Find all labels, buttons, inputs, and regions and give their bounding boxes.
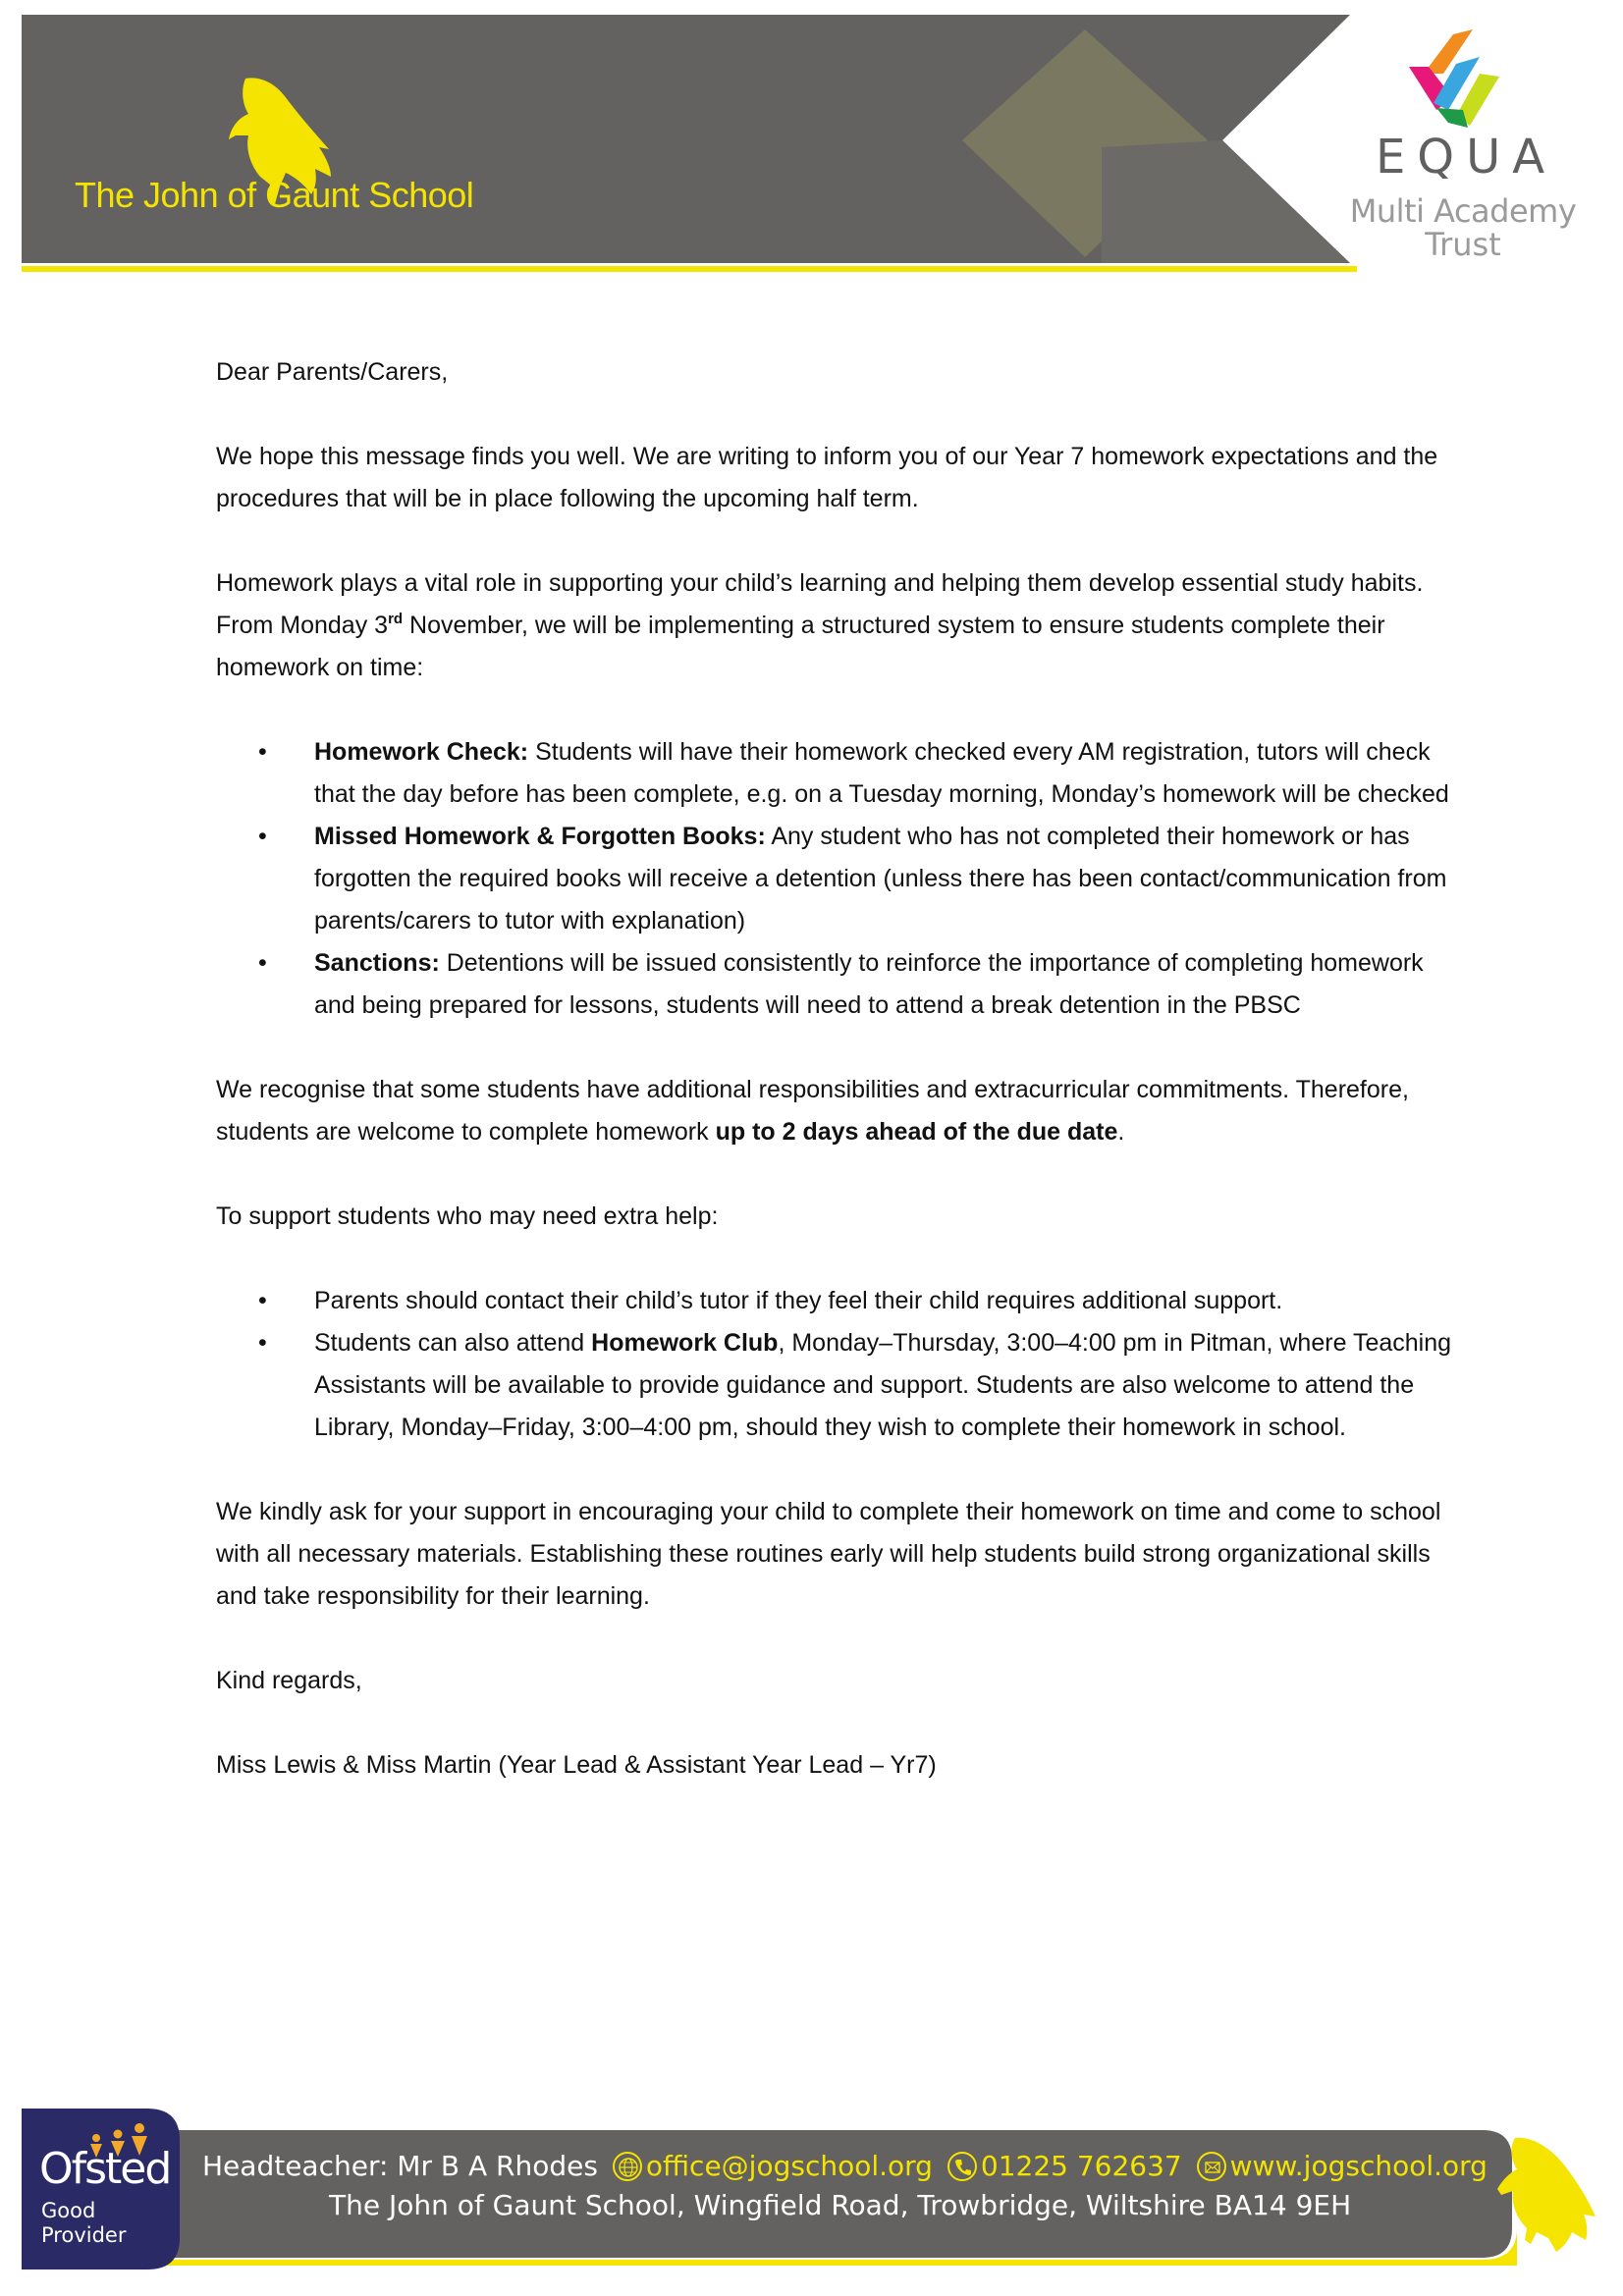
bullet-icon: •: [258, 949, 267, 977]
letterhead: [0, 0, 1623, 285]
date-ordinal: rd: [388, 611, 404, 627]
recognise-emphasis: up to 2 days ahead of the due date: [715, 1118, 1118, 1146]
ofsted-rating-line1: Good: [41, 2199, 96, 2222]
envelope-icon: [1197, 2152, 1226, 2181]
ofsted-label: Ofsted: [39, 2144, 171, 2194]
letter-body: [216, 351, 1453, 1829]
recognise-text: We recognise that some students have additional responsibilities and extracurricular commitments. Therefore, students are welcome to complete homework: [216, 1076, 1409, 1146]
website-link[interactable]: www.jogschool.org: [1229, 2150, 1488, 2182]
rule-title: Sanctions:: [314, 949, 440, 977]
email-link[interactable]: office@jogschool.org: [645, 2150, 933, 2182]
system-text-end: November, we will be implementing a structured system to ensure students complete their homework on time:: [216, 612, 1385, 681]
recognise-end: .: [1117, 1118, 1125, 1146]
phone-number[interactable]: 01225 762637: [980, 2150, 1182, 2182]
school-address: The John of Gaunt School, Wingfield Road, Trowbridge, Wiltshire BA14 9EH: [329, 2189, 1352, 2221]
globe-icon: [613, 2152, 642, 2181]
signoff: Kind regards,: [216, 1667, 362, 1694]
system-paragraph: [216, 562, 1453, 689]
bullet-icon: •: [258, 738, 267, 766]
signature: Miss Lewis & Miss Martin (Year Lead & Assistant Year Lead – Yr7): [216, 1751, 937, 1779]
support-list: [216, 1280, 1453, 1449]
footer-contact-line: [202, 2150, 1488, 2182]
ofsted-rating-line2: Provider: [41, 2223, 127, 2247]
headteacher: Headteacher: Mr B A Rhodes: [202, 2150, 598, 2182]
phone-icon: [947, 2152, 977, 2181]
rule-text: Any student who has not completed their homework or has forgotten the required books will receive a detention (unless there has been contact/communication from parents/carers to tutor with explanation): [314, 823, 1447, 934]
bullet-icon: •: [258, 823, 267, 850]
support-intro: To support students who may need extra help:: [216, 1202, 719, 1230]
rules-list: [216, 731, 1453, 1027]
rule-item-missed-homework: [258, 816, 1453, 942]
rule-item-homework-check: [258, 731, 1453, 816]
rule-item-sanctions: [258, 942, 1453, 1027]
rule-title: Missed Homework & Forgotten Books:: [314, 823, 766, 850]
trust-subtitle-line1: Multi Academy: [1349, 192, 1577, 230]
intro-paragraph: We hope this message finds you well. We are writing to inform you of our Year 7 homework expectations and the procedures that will be in place following the upcoming half term.: [216, 443, 1438, 512]
bullet-icon: •: [258, 1287, 267, 1314]
support-text-end: , Monday–Thursday, 3:00–4:00 pm in Pitman, where Teaching Assistants will be available to provide guidance and support. Students are also welcome to attend the Library, Monday–Friday, 3:00–4:00 pm, should they wish to complete their homework in school.: [314, 1329, 1452, 1441]
trust-name: EQUA: [1375, 130, 1557, 185]
rule-text: Detentions will be issued consistently to reinforce the importance of completing homework and being prepared for lessons, students will need to attend a break detention in the PBSC: [314, 949, 1424, 1019]
header-yellow-rule: [22, 266, 1357, 272]
homework-club-name: Homework Club: [591, 1329, 779, 1357]
school-name: The John of Gaunt School: [75, 175, 474, 215]
salutation: Dear Parents/Carers,: [216, 358, 449, 386]
support-text: Students can also attend: [314, 1329, 592, 1357]
system-text-start: Homework plays a vital role in supporting your child’s learning and helping them develop essential study habits. From Monday 3: [216, 569, 1424, 639]
support-item-homework-club: [258, 1322, 1453, 1449]
letter-footer: [0, 2101, 1623, 2296]
ofsted-rating: [41, 2199, 126, 2248]
equa-blocks-logo-icon: [1409, 29, 1499, 128]
rule-text: Students will have their homework checked every AM registration, tutors will check that the day before has been complete, e.g. on a Tuesday morning, Monday’s homework will be checked: [314, 738, 1449, 808]
rule-title: Homework Check:: [314, 738, 529, 766]
support-item-tutor: [258, 1280, 1453, 1322]
support-text: Parents should contact their child’s tutor if they feel their child requires additional support.: [314, 1287, 1283, 1314]
closing-paragraph: We kindly ask for your support in encouraging your child to complete their homework on time and come to school with all necessary materials. Establishing these routines early will help students build strong organizational skills and take responsibility for their learning.: [216, 1498, 1441, 1610]
bullet-icon: •: [258, 1329, 267, 1357]
header-shade: [1102, 140, 1350, 263]
recognise-paragraph: [216, 1069, 1453, 1153]
trust-subtitle-line2: Trust: [1425, 226, 1501, 263]
